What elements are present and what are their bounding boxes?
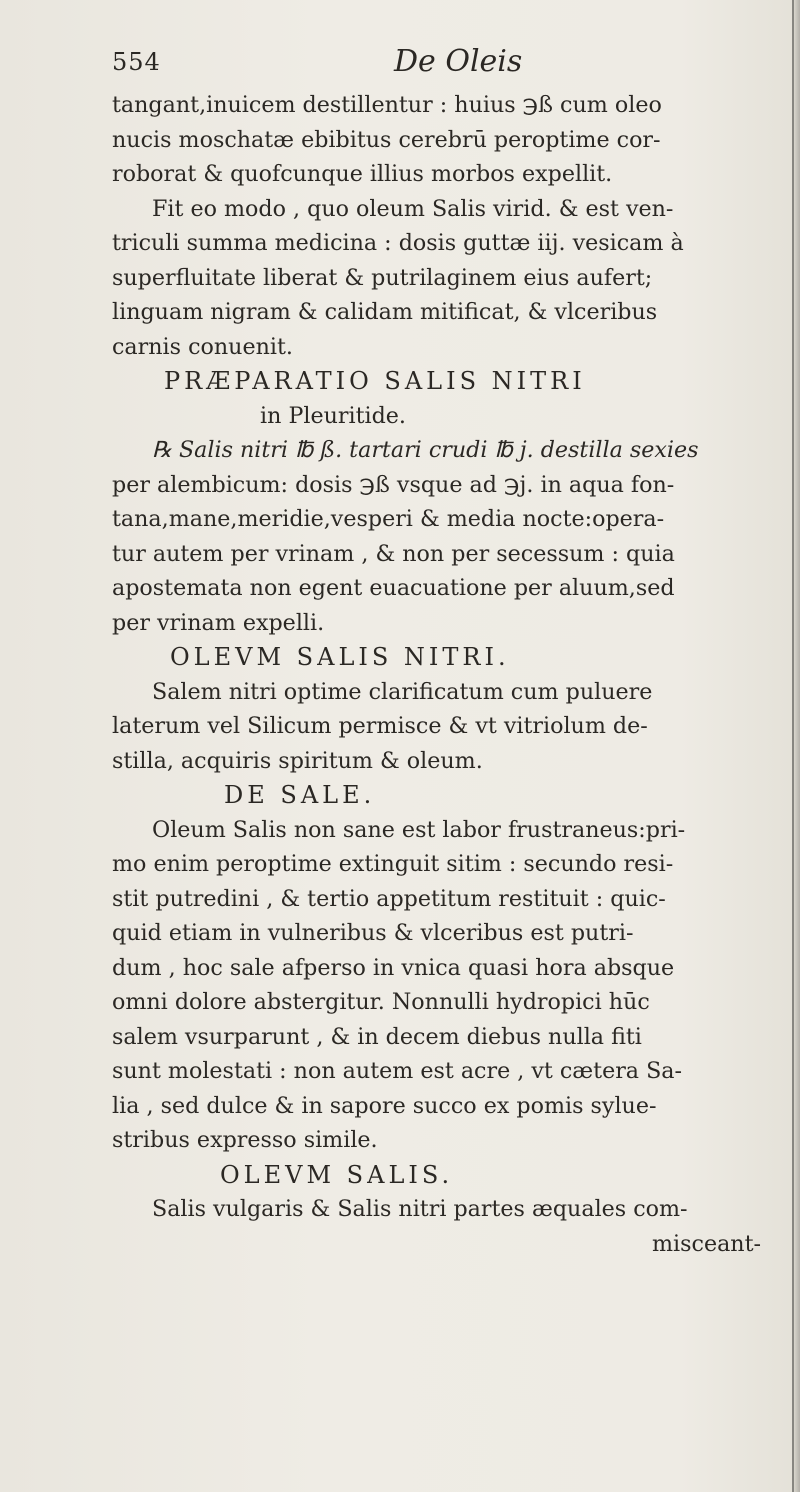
- text-line: Salis vulgaris & Salis nitri partes æquales com-: [152, 1196, 688, 1222]
- text-line: tur autem per vrinam , & non per secessum : quia: [112, 540, 675, 567]
- text-line: linguam nigram & calidam mitificat, & vlceribus: [112, 299, 658, 325]
- page-edge-shadow: [794, 0, 800, 1492]
- section-subheading: in Pleuritide.: [260, 402, 406, 429]
- text-line: carnis conuenit.: [112, 333, 293, 360]
- section-heading: OLEVM SALIS NITRI.: [170, 643, 510, 671]
- text-line: salem vsurparunt , & in decem diebus nulla fiti: [112, 1023, 642, 1050]
- page-number: 554: [112, 48, 161, 76]
- text-line: stribus expresso simile.: [112, 1127, 378, 1153]
- page-header: [112, 40, 772, 90]
- text-line: quid etiam in vulneribus & vlceribus est putri-: [112, 920, 634, 946]
- text-line: mo enim peroptime extinguit sitim : secundo resi-: [112, 851, 674, 877]
- text-line: tangant,inuicem destillentur : huius ℈ß cum oleo: [112, 92, 662, 118]
- text-line: Salem nitri optime clarificatum cum puluere: [152, 678, 653, 705]
- text-line: ℞ Salis nitri ℔ ß. tartari crudi ℔ j. destilla sexies: [152, 437, 699, 463]
- text-line: per alembicum: dosis ℈ß vsque ad ℈j. in aqua fon-: [112, 471, 675, 498]
- text-line: apostemata non egent euacuatione per aluum,sed: [112, 575, 675, 601]
- text-line: roborat & quofcunque illius morbos expellit.: [112, 161, 613, 187]
- text-line: omni dolore abstergitur. Nonnulli hydropici hūc: [112, 989, 650, 1015]
- text-line: laterum vel Silicum permisce & vt vitriolum de-: [112, 713, 648, 739]
- section-heading: DE SALE.: [224, 781, 376, 809]
- text-line: per vrinam expelli.: [112, 609, 325, 636]
- text-line: nucis moschatæ ebibitus cerebrū peroptime cor-: [112, 126, 661, 153]
- text-line: sunt molestati : non autem est acre , vt cætera Sa-: [112, 1058, 683, 1084]
- text-line: Fit eo modo , quo oleum Salis virid. & est ven-: [152, 195, 674, 222]
- text-line: stit putredini , & tertio appetitum restituit : quic-: [112, 885, 666, 912]
- running-head: De Oleis: [394, 44, 523, 79]
- text-line: triculi summa medicina : dosis guttæ iij. vesicam à: [112, 230, 684, 256]
- text-line: stilla, acquiris spiritum & oleum.: [112, 747, 483, 774]
- text-line: Oleum Salis non sane est labor frustraneus:pri-: [152, 816, 686, 843]
- text-line: superfluitate liberat & putrilaginem eius aufert;: [112, 264, 653, 291]
- catchword: misceant-: [652, 1230, 762, 1257]
- section-heading: OLEVM SALIS.: [220, 1160, 454, 1189]
- text-line: lia , sed dulce & in sapore succo ex pomis sylue-: [112, 1092, 657, 1119]
- page-edge-line: [792, 0, 794, 1492]
- text-line: tana,mane,meridie,vesperi & media nocte:opera-: [112, 506, 665, 532]
- section-heading: PRÆPARATIO SALIS NITRI: [164, 367, 586, 395]
- text-line: dum , hoc sale afperso in vnica quasi hora absque: [112, 954, 675, 981]
- text-block: [112, 88, 772, 1261]
